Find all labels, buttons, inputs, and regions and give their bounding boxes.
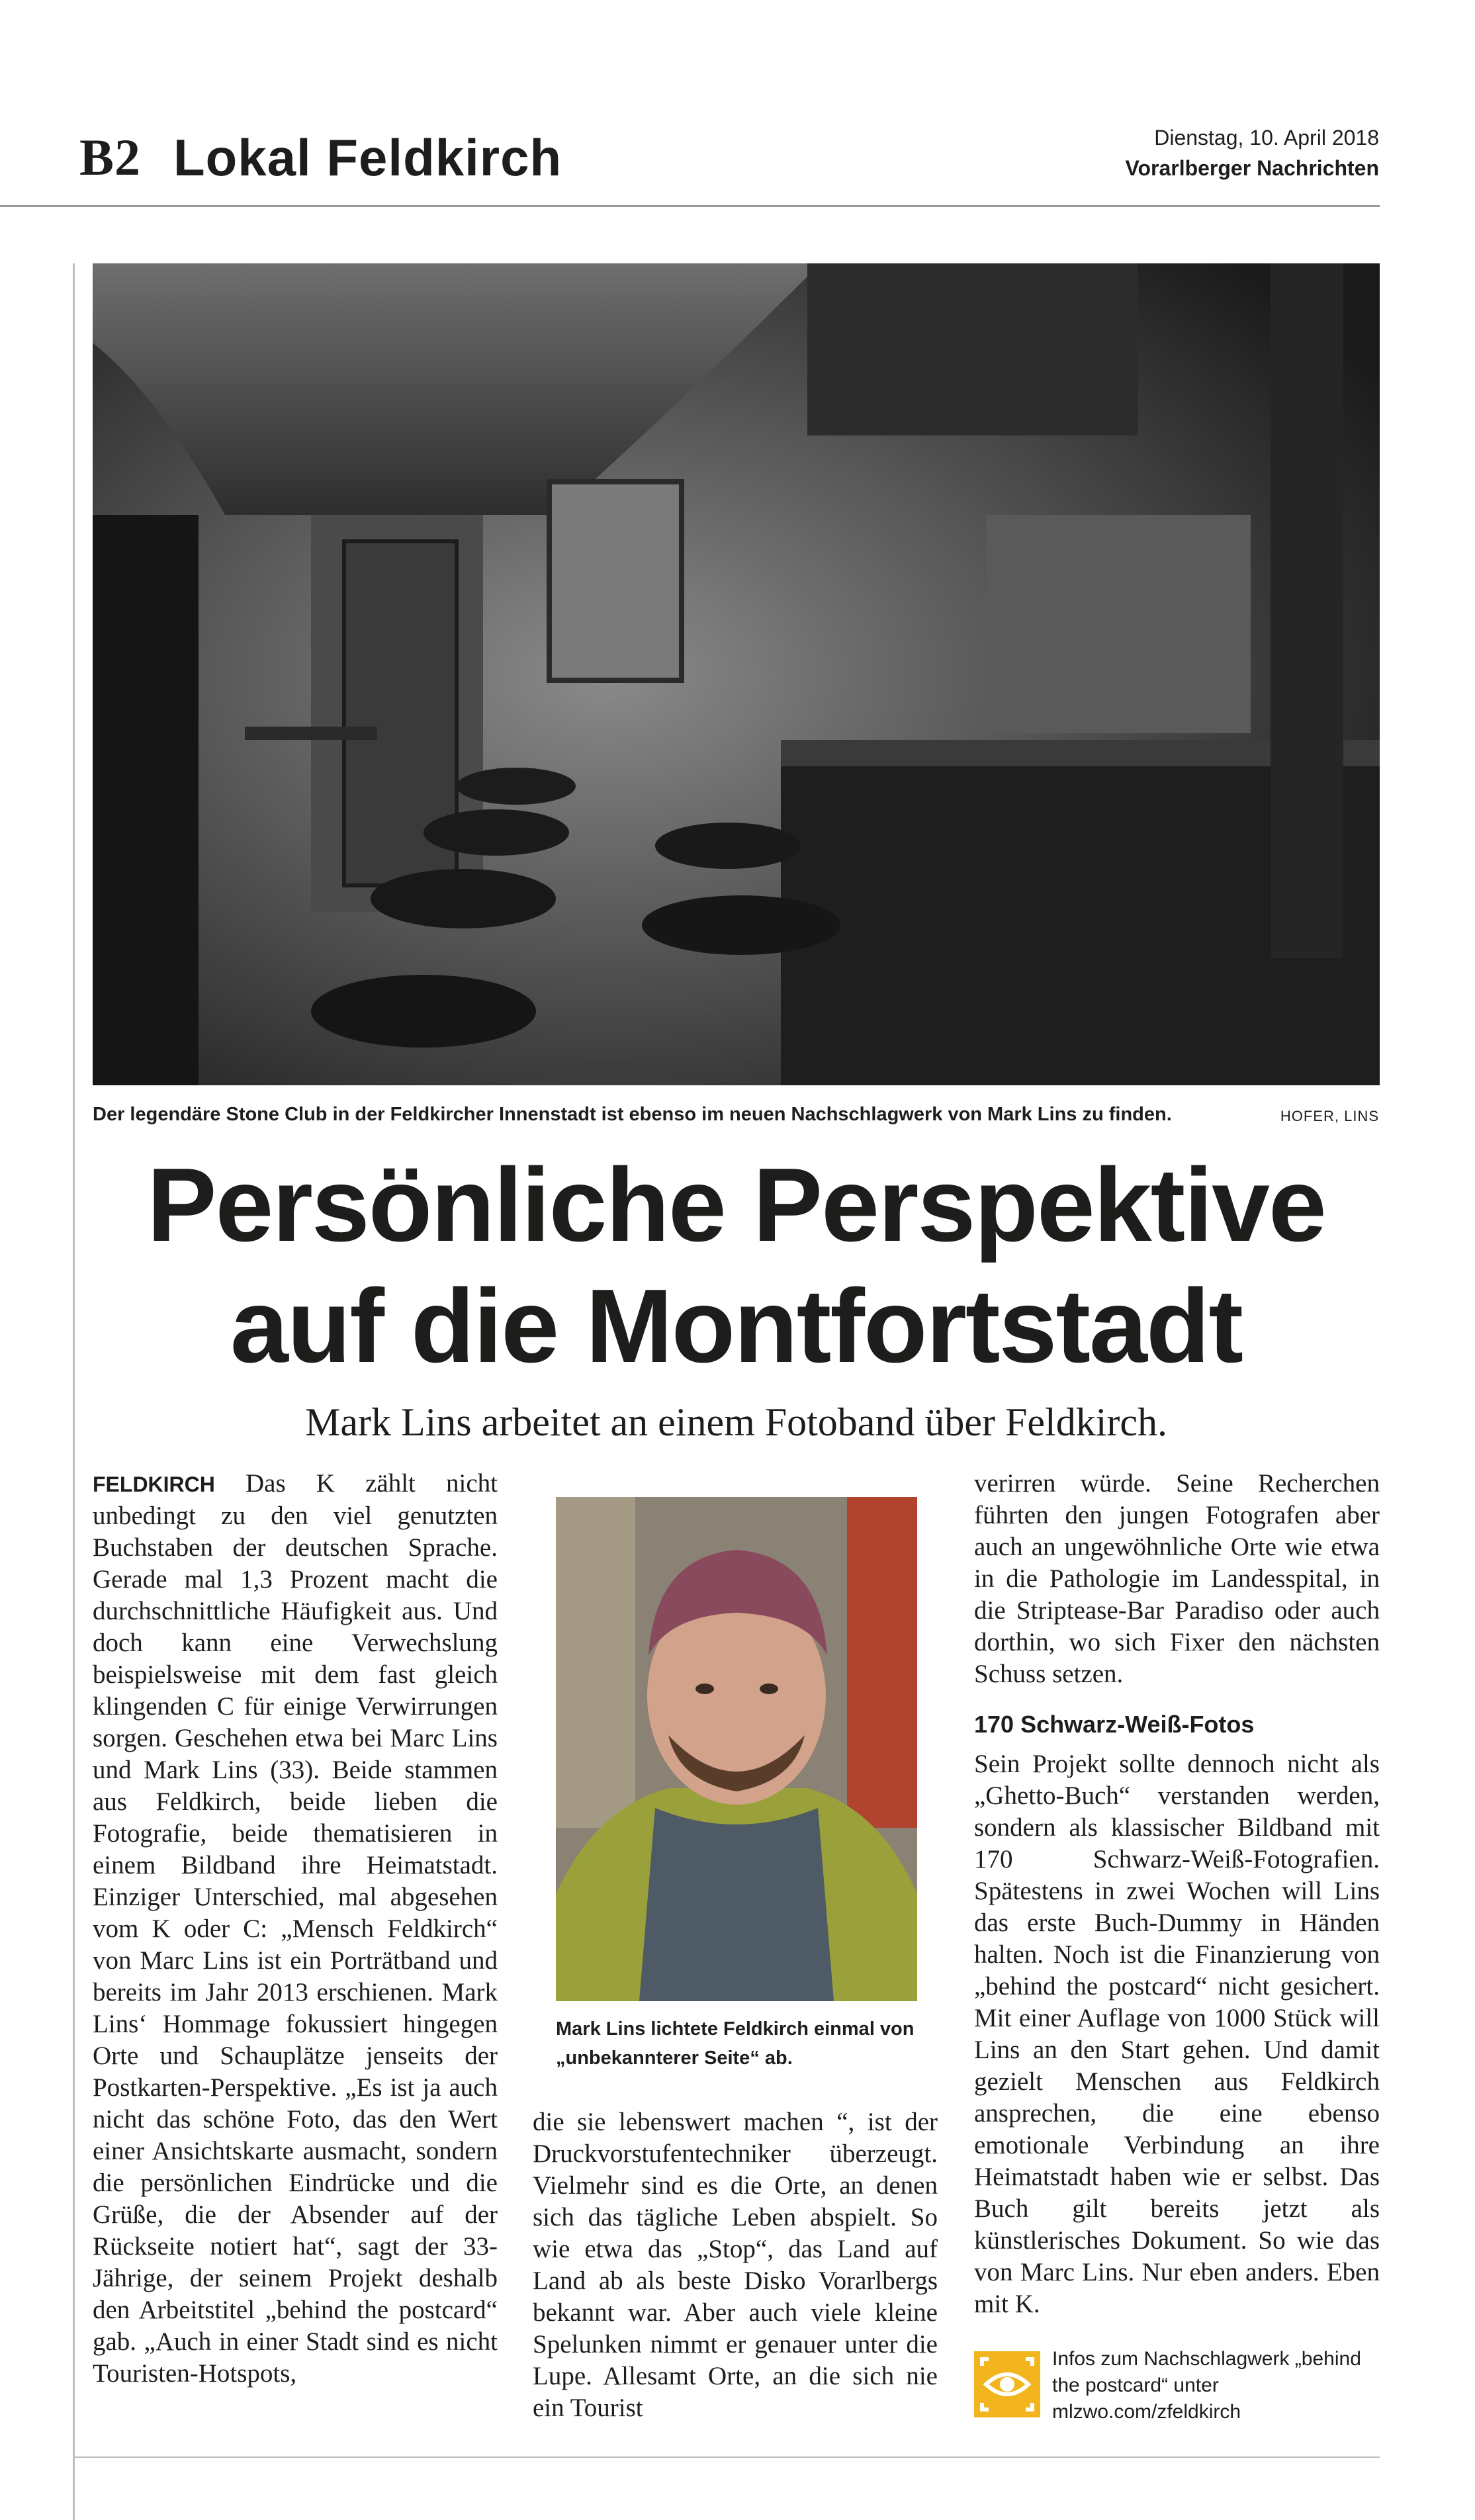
- column-2-text: die sie lebenswert machen “, ist der Druckvorstufentechniker überzeugt. Vielmehr sind es die Orte, an denen sich das tägliche Leben abspielt. So wie etwa das „Stop“, das Land auf Land ab als beste Disko Vorarlbergs bekannt war. Aber auch viele kleine Spelunken nimmt er genauer unter die Lupe. Allesamt Orte, an die sich nie ein Tourist: [533, 2108, 938, 2422]
- issue-date: Dienstag, 10. April 2018: [1154, 126, 1379, 150]
- bottom-divider: [73, 2456, 1380, 2458]
- column-3-text: verirren würde. Seine Recherchen führten den jungen Fotografen aber auch an ungewöhnliche Orte wie etwa in die Pathologie im Landesspital, in die Striptease-Bar Paradiso oder auch dorthin, wo sich Fixer den nächsten Schuss setzen.: [974, 1469, 1380, 1688]
- page-number: B2: [79, 128, 142, 186]
- photo-credit: HOFER, LINS: [1280, 1108, 1379, 1124]
- eye-icon: [974, 2351, 1040, 2417]
- info-text: Infos zum Nachschlagwerk „behind the postcard“ unter mlzwo.com/zfeldkirch: [1052, 2348, 1361, 2423]
- column-3-text-2: Sein Projekt sollte dennoch nicht als „Ghetto-Buch“ verstanden werden, sondern als klassischer Bildband mit 170 Schwarz-Weiß-Fotografien. Spätestens in zwei Wochen will Lins das erste Buch-Dummy in Händen halten. Noch ist die Finanzierung von „behind the postcard“ nicht gesichert. Mit einer Auflage von 1000 Stück will Lins an den Start gehen. Und damit gezielt Menschen aus Feldkirch ansprechen, die eine ebenso emotionale Verbindung an ihre Heimatstadt haben wie er selbst. Das Buch gilt bereits jetzt als künstlerisches Dokument. So wie das von Marc Lins. Nur eben anders. Eben mit K.: [974, 1750, 1380, 2318]
- main-photo: [93, 263, 1380, 1085]
- headline-line-1: Persönliche Perspektive: [147, 1147, 1325, 1263]
- section-title: Lokal Feldkirch: [173, 128, 562, 187]
- article-subhead: 170 Schwarz-Weiß-Fotos: [974, 1711, 1255, 1738]
- dateline: FELDKIRCH: [93, 1472, 215, 1496]
- portrait-photo-image: [556, 1497, 917, 2001]
- article-column-2: [533, 2106, 938, 2424]
- subheadline: Mark Lins arbeitet an einem Fotoband über Feldkirch.: [305, 1400, 1167, 1444]
- left-frame-line: [73, 263, 75, 2520]
- portrait-photo: [556, 1497, 917, 2001]
- photo-caption: Der legendäre Stone Club in der Feldkircher Innenstadt ist ebenso im neuen Nachschlagwerk von Mark Lins zu finden.: [93, 1104, 1172, 1125]
- headline-line-2: auf die Montfortstadt: [230, 1268, 1243, 1384]
- info-box: [974, 2346, 1380, 2425]
- portrait-caption: Mark Lins lichtete Feldkirch einmal von „unbekannterer Seite“ ab.: [556, 2018, 915, 2069]
- header-divider: [0, 205, 1380, 207]
- column-1-text: Das K zählt nicht unbedingt zu den viel genutzten Buchstaben der deutschen Sprache. Gerade mal 1,3 Prozent macht die durchschnittliche Häufigkeit aus. Und doch kann eine Verwechslung beispielsweise mit dem fast gleich klingenden C für einige Verwirrungen sorgen. Geschehen etwa bei Marc Lins und Mark Lins (33). Beide stammen aus Feldkirch, beide lieben die Fotografie, beide thematisieren in einem Bildband ihre Heimatstadt. Einziger Unterschied, mal abgesehen vom K oder C: „Mensch Feldkirch“ von Marc Lins ist ein Porträtband und bereits im Jahr 2013 erschienen. Mark Lins‘ Hommage fokussiert hingegen Orte und Schauplätze jenseits der Postkarten-Perspektive. „Es ist ja auch nicht das schöne Foto, das den Wert einer Ansichtskarte ausmacht, sondern die persönlichen Eindrücke und die Grüße, die der Absender auf der Rückseite notiert hat“, sagt der 33-Jährige, der seinem Projekt deshalb den Arbeitstitel „behind the postcard“ gab. „Auch in einer Stadt sind es nicht Touristen-Hotspots,: [93, 1469, 498, 2388]
- article-column-3: [974, 1468, 1380, 2320]
- bar-interior-photo: [93, 263, 1380, 1085]
- article-column-1: [93, 1468, 498, 2500]
- headline: [93, 1145, 1380, 1387]
- newspaper-name: Vorarlberger Nachrichten: [1125, 156, 1379, 180]
